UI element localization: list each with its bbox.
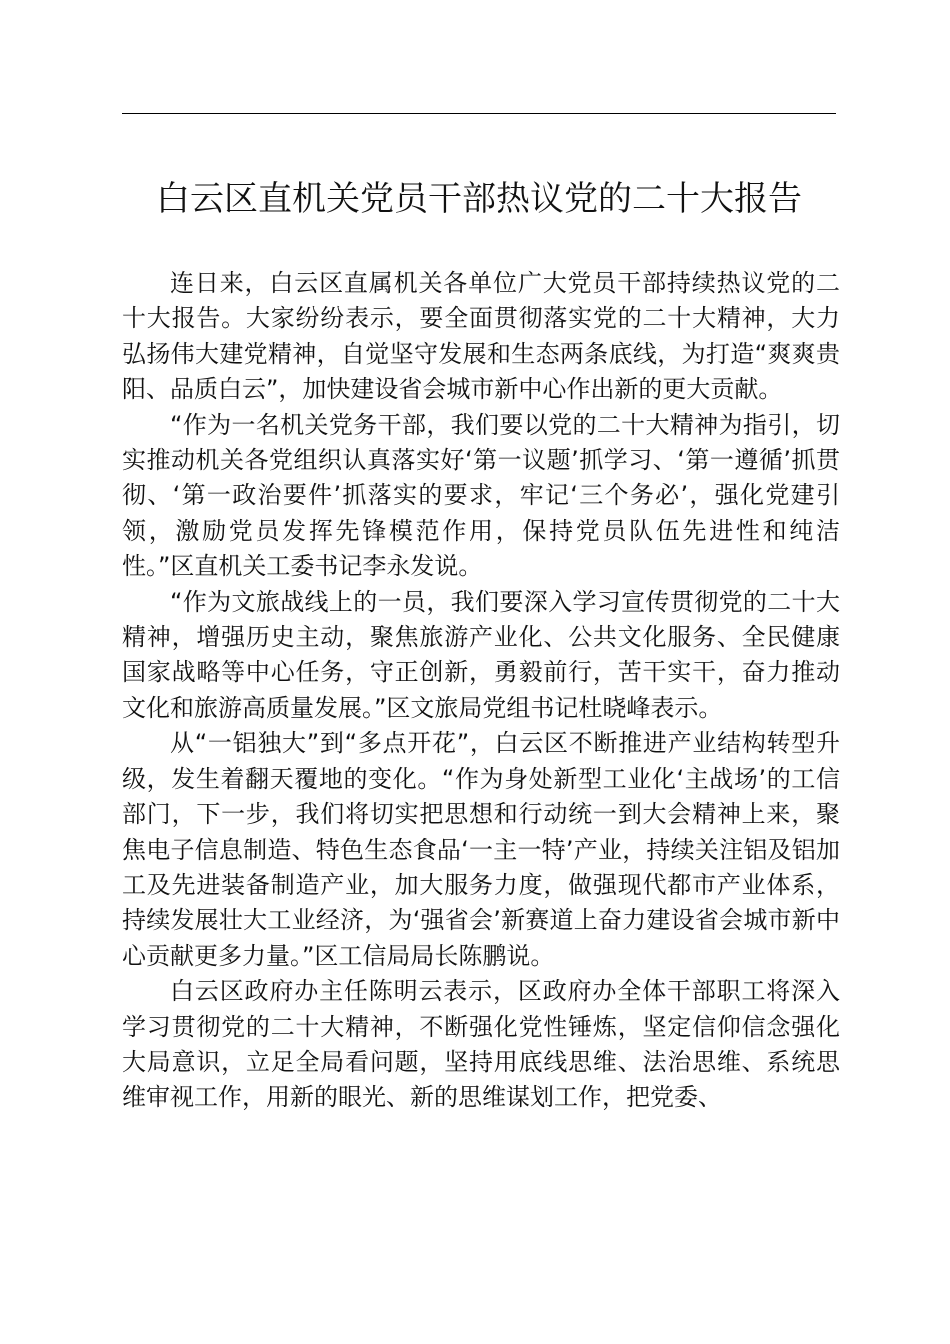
paragraph: 连日来，白云区直属机关各单位广大党员干部持续热议党的二十大报告。大家纷纷表示，要全面贯彻落实党的二十大精神，大力弘扬伟大建党精神，自觉坚守发展和生态两条底线，为打造“爽爽贵阳、品质白云”，加快建设省会城市新中心作出新的更大贡献。 [122, 269, 840, 404]
paragraph: 白云区政府办主任陈明云表示，区政府办全体干部职工将深入学习贯彻党的二十大精神，不断强化党性锤炼，坚定信仰信念强化大局意识，立足全局看问题，坚持用底线思维、法治思维、系统思维审视工作，用新的眼光、新的思维谋划工作，把党委、 [122, 977, 840, 1112]
paragraph: “作为文旅战线上的一员，我们要深入学习宣传贯彻党的二十大精神，增强历史主动，聚焦旅游产业化、公共文化服务、全民健康国家战略等中心任务，守正创新，勇毅前行，苦干实干，奋力推动文化和旅游高质量发展。”区文旅局党组书记杜晓峰表示。 [122, 587, 840, 722]
document-title: 白云区直机关党员干部热议党的二十大报告 [156, 179, 802, 219]
document-body [122, 266, 840, 1116]
paragraph: “作为一名机关党务干部，我们要以党的二十大精神为指引，切实推动机关各党组织认真落实好‘第一议题’抓学习、‘第一遵循’抓贯彻、‘第一政治要件’抓落实的要求，牢记‘三个务必’，强化党建引领，激励党员发挥先锋模范作用，保持党员队伍先进性和纯洁性。”区直机关工委书记李永发说。 [122, 410, 840, 581]
paragraph: 从“一铝独大”到“多点开花”，白云区不断推进产业结构转型升级，发生着翻天覆地的变化。“作为身处新型工业化‘主战场’的工信部门，下一步，我们将切实把思想和行动统一到大会精神上来，聚焦电子信息制造、特色生态食品‘一主一特’产业，持续关注铝及铝加工及先进装备制造产业，加大服务力度，做强现代都市产业体系，持续发展壮大工业经济，为‘强省会’新赛道上奋力建设省会城市新中心贡献更多力量。”区工信局局长陈鹏说。 [122, 729, 840, 970]
header-rule [122, 113, 836, 114]
